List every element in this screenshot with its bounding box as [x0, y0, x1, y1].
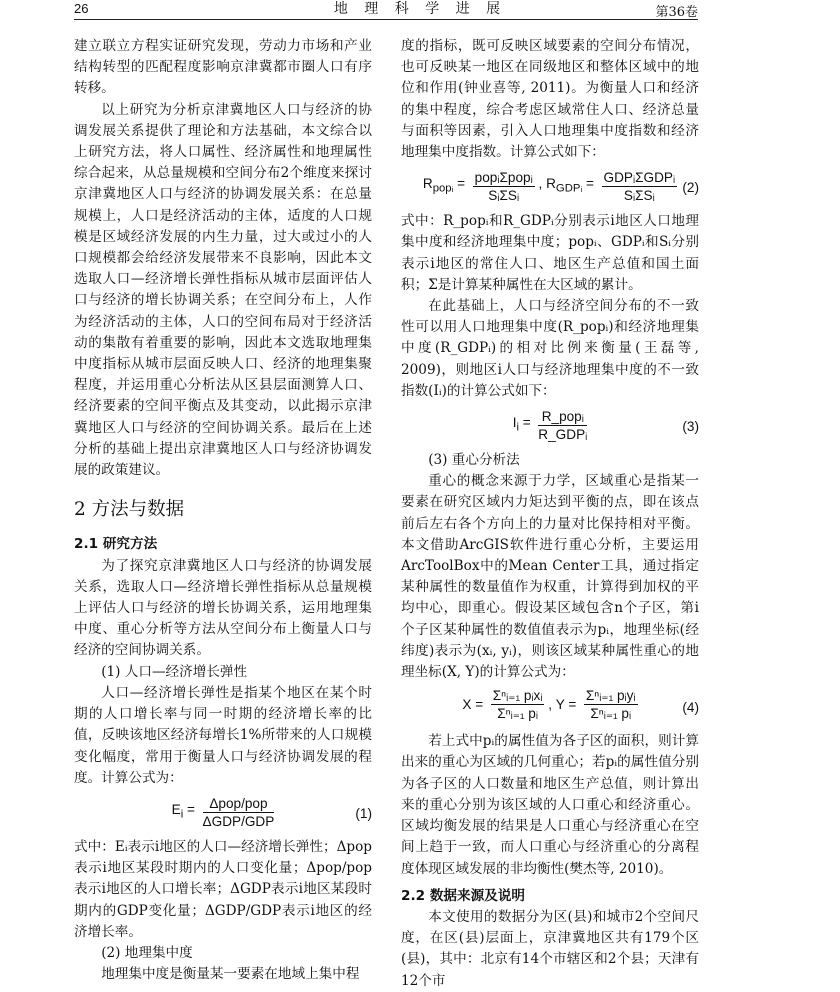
- paragraph: 建立联立方程实证研究发现，劳动力市场和产业结构转型的匹配程度影响京津冀都市圈人口有序转移。: [74, 38, 372, 97]
- paragraph: 本文使用的数据分为区(县)和城市2个空间尺度，在区(县)层面上，京津冀地区共有179个区(县)，其中：北京有14个市辖区和2个县；天津有12个市: [401, 908, 699, 989]
- formula-subscript: GDPᵢ: [555, 182, 583, 195]
- formula-numerator: Σⁿᵢ₌₁ pᵢxᵢ: [492, 688, 543, 704]
- page-header: [0, 0, 840, 22]
- formula-numerator: GDPᵢΣGDPᵢ: [603, 170, 676, 186]
- paragraph: 式中：Eᵢ表示i地区的人口—经济增长弹性；Δpop表示i地区某段时期内的人口变化量；Δpop/pop表示i地区的人口增长率；ΔGDP表示i地区某段时期内的GDP变化量；ΔGDP/GDP表示i地区的经济增长率。: [74, 838, 372, 940]
- header-rule: [74, 19, 698, 20]
- formula-symbol: E: [171, 801, 181, 817]
- paragraph: 地理集中度是衡量某一要素在地域上集中程: [101, 966, 360, 983]
- subsection-heading: 2.2 数据来源及说明: [401, 887, 525, 904]
- formula-1: $E_i$ = $\frac{\text{Δpop/pop}}{\text{ΔGDP/GDP}}$ (1): [171, 795, 372, 829]
- paragraph: 以上研究为分析京津冀地区人口与经济的协调发展关系提供了理论和方法基础，本文综合以上研究方法，将人口属性、经济属性和地理属性综合起来，从总量规模和空间分布2个维度来探讨京津冀地区人口与经济的协调发展关系：在总量规模上，人口是经济活动的主体，适度的人口规模是区域经济发展的内生力量，过大或过小的人口规模都会给经济发展带来不良影响，因此本文选取人口—经济增长弹性指标从城市层面评估人口与经济的增长协调关系；在空间分布上，人作为经济活动的主体，人口的空间布局对于经济活动的集散有着重要的影响，因此本文选取地理集中度指标从城市层面反映人口、经济的地理集聚程度，并运用重心分析法从区县层面测算人口、经济要素的空间平衡点及其变动，以此揭示京津冀地区人口与经济的空间协调关系。最后在上述分析的基础上提出京津冀地区人口与经济协调发展的政策建议。: [74, 101, 372, 479]
- formula-denominator: SᵢΣSᵢ: [623, 188, 655, 204]
- formula-subscript: popᵢ: [432, 182, 454, 195]
- paragraph: 若上式中pᵢ的属性值为各子区的面积，则计算出来的重心为区域的几何重心；若pᵢ的属性值分别为各子区的人口数量和地区生产总值，则计算出来的重心分别为该区域的人口重心和经济重心。区域均衡发展的结果是人口重心与经济重心在空间上趋于一致，而人口重心与经济重心的分离程度体现区域发展的非均衡性(樊杰等, 2010)。: [401, 733, 699, 877]
- journal-title: 地 理 科 学 进 展: [333, 1, 507, 17]
- paragraph: 人口—经济增长弹性是指某个地区在某个时期的人口增长率与同一时期的经济增长率的比值，反映该地区经济每增长1%所带来的人口规模变化幅度，常用于衡量人口与经济协调发展的程度。计算公式为：: [74, 684, 372, 786]
- formula-subscript: i: [516, 421, 520, 434]
- formula-denominator: SᵢΣSᵢ: [488, 188, 520, 204]
- formula-2: $R_{popᵢ}$ = $\frac{\text{popᵢΣpopᵢ}}{\text{SᵢΣSᵢ}}$ , $R_{GDPᵢ}$ = $\frac{\text{GDPᵢΣGDPᵢ}}{\text{SᵢΣSᵢ}}$ (2): [422, 170, 699, 204]
- formula-denominator: Σⁿᵢ₌₁ pᵢ: [497, 706, 538, 722]
- formula-symbol: I: [512, 415, 517, 431]
- paragraph: 度的指标，既可反映区域要素的空间分布情况，也可反映某一地区在同级地区和整体区域中的地位和作用(钟业喜等, 2011)。为衡量人口和经济的集中程度，综合考虑区域常住人口、经济总量与面积等因素，引入人口地理集中度指数和经济地理集中度指数。计算公式如下：: [401, 38, 699, 161]
- paragraph: 式中：R_popᵢ和R_GDPᵢ分别表示i地区人口地理集中度和经济地理集中度；popᵢ、GDPᵢ和Sᵢ分别表示i地区的常住人口、地区生产总值和国土面积；Σ是计算某种属性在大区域的累计。: [401, 213, 699, 293]
- formula-symbol: Y: [555, 696, 565, 712]
- formula-denominator: Σⁿᵢ₌₁ pᵢ: [590, 706, 632, 722]
- formula-denominator: R_GDPᵢ: [538, 426, 588, 442]
- formula-denominator: ΔGDP/GDP: [202, 813, 275, 829]
- page-number: 26: [74, 1, 89, 16]
- method-subheading: (3) 重心分析法: [428, 452, 520, 469]
- formula-numerator: Σⁿᵢ₌₁ pᵢyᵢ: [585, 688, 636, 704]
- method-subheading: (2) 地理集中度: [101, 944, 193, 961]
- formula-numerator: Δpop/pop: [203, 795, 275, 813]
- formula-symbol: R: [422, 176, 433, 192]
- formula-3: $I_i$ = $\frac{\text{R\_popᵢ}}{\text{R\_GDPᵢ}}$ (3): [512, 408, 699, 442]
- formula-numerator: R_popᵢ: [538, 408, 587, 426]
- volume-label: 第36卷: [655, 5, 698, 20]
- left-column: [74, 36, 372, 985]
- formula-symbol: X: [462, 696, 472, 712]
- right-column: [401, 36, 699, 992]
- formula-number: (2): [682, 180, 699, 196]
- formula-number: (3): [682, 419, 699, 435]
- formula-number: (4): [682, 700, 699, 716]
- formula-numerator: popᵢΣpopᵢ: [474, 170, 533, 186]
- paragraph: 为了探究京津冀地区人口与经济的协调发展关系，选取人口—经济增长弹性指标从总量规模上评估人口与经济的增长协调关系，运用地理集中度、重心分析等方法从空间分布上衡量人口与经济的空间协调关系。: [74, 557, 372, 659]
- formula-4: X = $\frac{\text{Σⁿᵢ₌₁ pᵢxᵢ}}{\text{Σⁿᵢ₌₁ pᵢ}}$ , Y = $\frac{\text{Σⁿᵢ₌₁ pᵢyᵢ}}{\text{Σⁿᵢ₌₁ pᵢ}}$ (4): [462, 688, 699, 722]
- formula-number: (1): [355, 805, 372, 821]
- formula-symbol: R: [546, 176, 556, 192]
- paragraph: 重心的概念来源于力学，区域重心是指某一要素在研究区域内力矩达到平衡的点，即在该点前后左右各个方向上的力量对比保持相对平衡。本文借助ArcGIS软件进行重心分析，主要运用ArcToolBox中的Mean Center工具，通过指定某种属性的数量值作为权重，计算得到加权的平均中心，即重心。假设某区域包含n个子区，第i个子区某种属性的数值值表示为pᵢ，地理坐标(经纬度)表示为(xᵢ, yᵢ)，则该区域某种属性重心的地理坐标(X, Y)的计算公式为：: [401, 473, 699, 681]
- paragraph: 在此基础上，人口与经济空间分布的不一致性可以用人口地理集中度(R_popᵢ)和经济地理集中度(R_GDPᵢ)的相对比例来衡量(王磊等, 2009)，则地区i人口与经济地理集中度的不一致指数(Iᵢ)的计算公式如下：: [401, 298, 699, 399]
- section-heading: 2 方法与数据: [74, 499, 185, 521]
- subsection-heading: 2.1 研究方法: [74, 536, 158, 553]
- formula-subscript: i: [180, 808, 184, 821]
- method-subheading: (1) 人口—经济增长弹性: [101, 663, 248, 680]
